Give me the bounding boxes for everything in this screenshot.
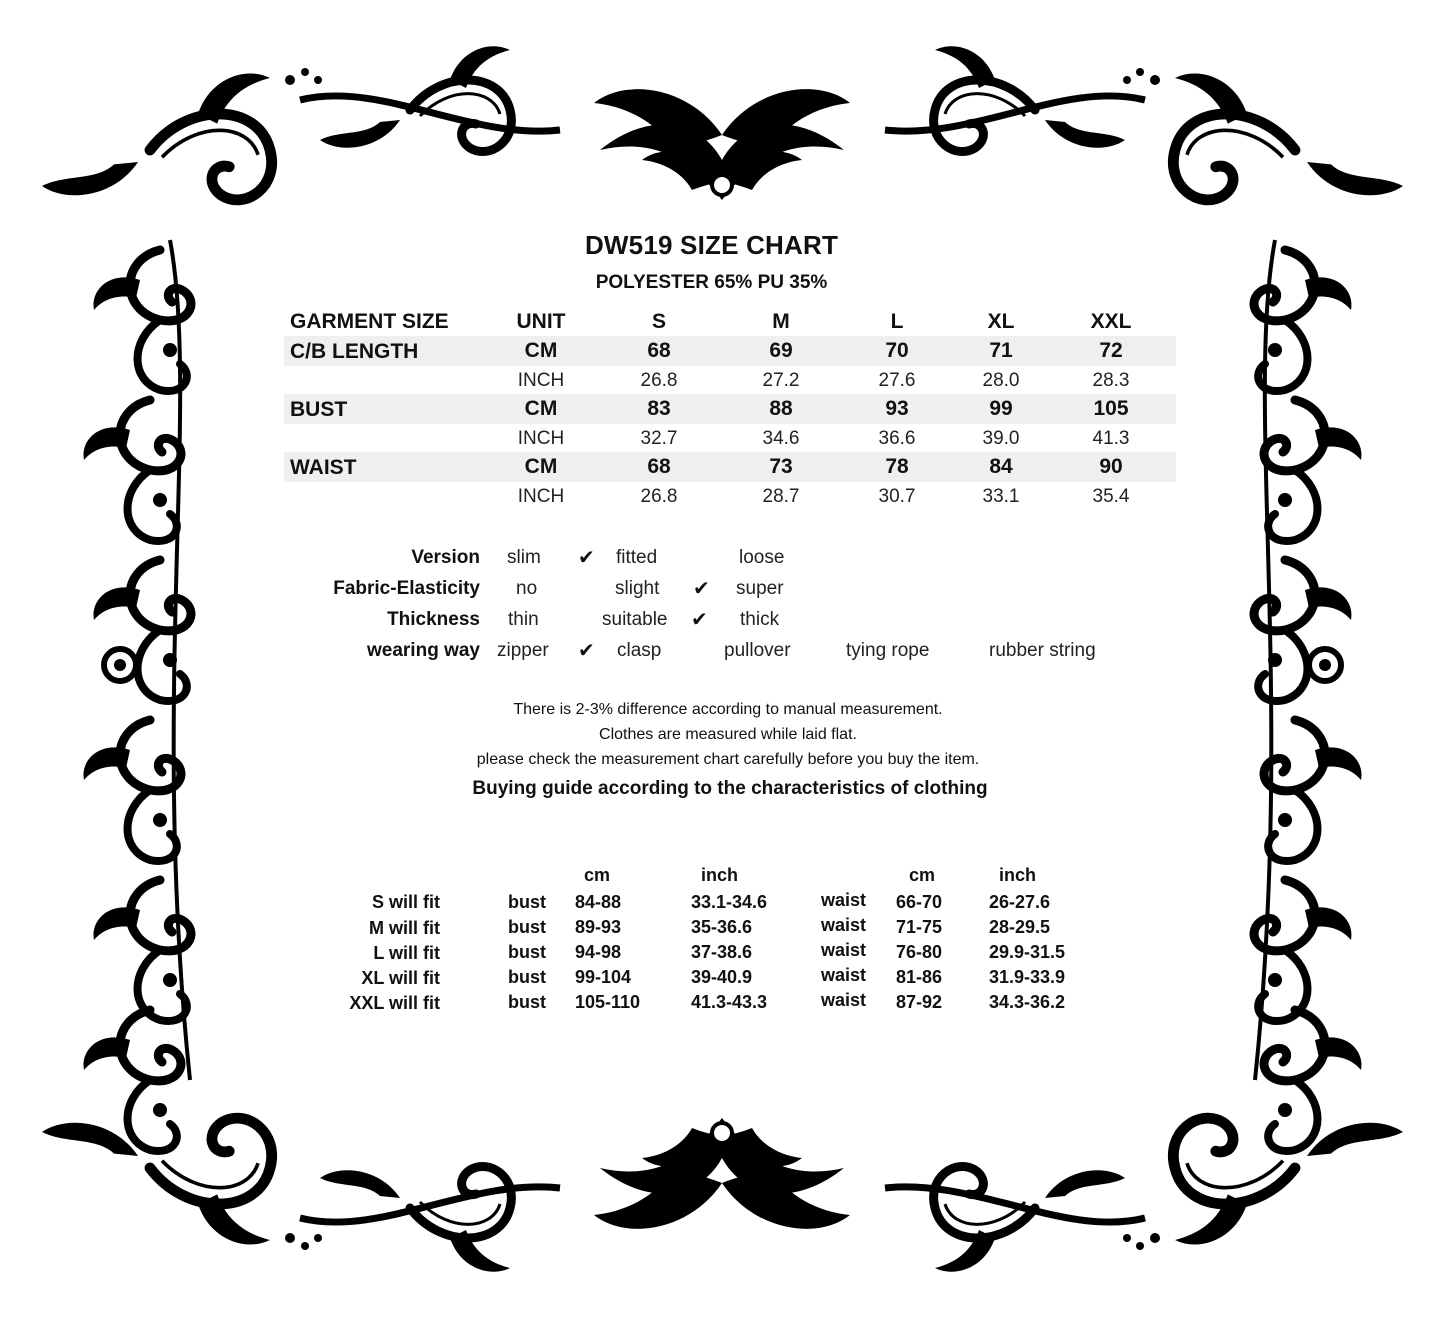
fit-cell: bust xyxy=(508,892,546,912)
cell-value: 32.7 xyxy=(640,428,678,449)
attr-option: suitable xyxy=(602,609,668,630)
cell-value: 39.0 xyxy=(982,428,1020,449)
cell-value: 68 xyxy=(647,339,671,362)
fit-cell: waist xyxy=(821,940,867,960)
cell-value: 88 xyxy=(769,397,793,420)
fit-cell: 29.9-31.5 xyxy=(989,942,1066,962)
attr-option: thin xyxy=(508,609,539,630)
cell-value: 71 xyxy=(989,339,1013,362)
fit-cell: 87-92 xyxy=(896,992,943,1012)
fit-cell: 31.9-33.9 xyxy=(989,967,1066,987)
fit-cell: 76-80 xyxy=(896,942,943,962)
attr-option: pullover xyxy=(724,640,791,661)
cell-value: 105 xyxy=(1093,397,1129,420)
check-icon: ✔ xyxy=(691,609,708,631)
cell-value: 27.6 xyxy=(878,370,916,391)
fit-label: XL will fit xyxy=(361,968,440,988)
buying-guide-title: Buying guide according to the characteristics of clothing xyxy=(472,778,988,799)
header-size-m: M xyxy=(772,310,790,333)
cell-value: 99 xyxy=(989,397,1013,420)
fit-cell: 99-104 xyxy=(575,967,632,987)
row-label-length: C/B LENGTH xyxy=(290,340,419,363)
cell-value: 93 xyxy=(885,397,909,420)
fit-header-waist-inch: inch xyxy=(999,865,1037,885)
cell-value: 36.6 xyxy=(878,428,916,449)
fit-cell: 41.3-43.3 xyxy=(691,992,768,1012)
header-unit: UNIT xyxy=(516,310,566,333)
cell-value: 27.2 xyxy=(762,370,800,391)
fit-cell: waist xyxy=(821,990,867,1010)
fit-cell: 105-110 xyxy=(575,992,641,1012)
attr-option: super xyxy=(736,578,784,599)
attr-option: fitted xyxy=(616,547,658,568)
material-subtitle: POLYESTER 65% PU 35% xyxy=(595,272,828,293)
cell-value: 83 xyxy=(647,397,671,420)
fit-cell: 37-38.6 xyxy=(691,942,753,962)
cell-value: 26.8 xyxy=(640,370,678,391)
row-label-waist: WAIST xyxy=(290,456,357,479)
fit-cell: 94-98 xyxy=(575,942,622,962)
cell-value: 78 xyxy=(885,455,909,478)
cell-value: 70 xyxy=(885,339,909,362)
fit-cell: waist xyxy=(821,915,867,935)
note-laid-flat: Clothes are measured while laid flat. xyxy=(599,726,857,743)
cell-value: 84 xyxy=(989,455,1013,478)
check-icon: ✔ xyxy=(693,578,710,600)
fit-cell: bust xyxy=(508,967,546,987)
cell-unit: INCH xyxy=(517,428,565,449)
fit-header-bust-inch: inch xyxy=(701,865,739,885)
cell-value: 41.3 xyxy=(1092,428,1130,449)
page-title: DW519 SIZE CHART xyxy=(584,230,839,260)
fit-cell: 26-27.6 xyxy=(989,892,1051,912)
fit-cell: 71-75 xyxy=(896,917,943,937)
header-garment-size: GARMENT SIZE xyxy=(290,310,449,333)
fit-cell: 28-29.5 xyxy=(989,917,1051,937)
fit-header-waist-cm: cm xyxy=(909,865,936,885)
attr-option: rubber string xyxy=(989,640,1096,661)
fit-cell: bust xyxy=(508,942,546,962)
cell-unit: CM xyxy=(524,455,558,478)
attr-option: thick xyxy=(740,609,780,630)
cell-value: 72 xyxy=(1099,339,1123,362)
attr-option: clasp xyxy=(617,640,662,661)
cell-value: 26.8 xyxy=(640,486,678,507)
cell-unit: CM xyxy=(524,397,558,420)
cell-value: 34.6 xyxy=(762,428,800,449)
cell-value: 90 xyxy=(1099,455,1123,478)
fit-cell: 35-36.6 xyxy=(691,917,753,937)
cell-value: 28.3 xyxy=(1092,370,1130,391)
header-size-xl: XL xyxy=(987,310,1015,333)
fit-cell: waist xyxy=(821,890,867,910)
fit-label: L will fit xyxy=(373,943,440,963)
check-icon: ✔ xyxy=(578,640,595,662)
note-check-chart: please check the measurement chart carefully before you buy the item. xyxy=(476,751,980,768)
fit-cell: 81-86 xyxy=(896,967,943,987)
cell-unit: INCH xyxy=(517,486,565,507)
fit-cell: waist xyxy=(821,965,867,985)
attr-option: zipper xyxy=(497,640,549,661)
cell-value: 73 xyxy=(769,455,793,478)
attr-option: no xyxy=(516,578,538,599)
cell-value: 69 xyxy=(769,339,793,362)
header-size-l: L xyxy=(890,310,904,333)
check-icon: ✔ xyxy=(578,547,595,569)
header-size-s: S xyxy=(651,310,666,333)
fit-cell: 39-40.9 xyxy=(691,967,753,987)
attr-label-elasticity: Fabric-Elasticity xyxy=(333,578,480,599)
fit-label: S will fit xyxy=(371,892,440,912)
attr-option: tying rope xyxy=(846,640,930,661)
attr-label-version: Version xyxy=(411,547,480,568)
cell-value: 28.7 xyxy=(762,486,800,507)
cell-value: 33.1 xyxy=(982,486,1020,507)
cell-unit: INCH xyxy=(517,370,565,391)
cell-value: 68 xyxy=(647,455,671,478)
fit-header-bust-cm: cm xyxy=(584,865,611,885)
fit-label: XXL will fit xyxy=(349,993,440,1013)
note-difference: There is 2-3% difference according to manual measurement. xyxy=(513,701,943,718)
cell-value: 30.7 xyxy=(878,486,916,507)
fit-cell: bust xyxy=(508,992,546,1012)
cell-unit: CM xyxy=(524,339,558,362)
fit-cell: 84-88 xyxy=(575,892,622,912)
attr-option: slim xyxy=(507,547,541,568)
fit-cell: 89-93 xyxy=(575,917,622,937)
attr-label-wearing-way: wearing way xyxy=(367,640,480,661)
attr-label-thickness: Thickness xyxy=(387,609,480,630)
fit-cell: 33.1-34.6 xyxy=(691,892,768,912)
header-size-xxl: XXL xyxy=(1090,310,1132,333)
attr-option: slight xyxy=(615,578,660,599)
fit-label: M will fit xyxy=(369,918,440,938)
cell-value: 28.0 xyxy=(982,370,1020,391)
row-label-bust: BUST xyxy=(290,398,348,421)
fit-cell: 66-70 xyxy=(896,892,943,912)
attr-option: loose xyxy=(739,547,785,568)
fit-cell: bust xyxy=(508,917,546,937)
cell-value: 35.4 xyxy=(1092,486,1130,507)
fit-cell: 34.3-36.2 xyxy=(989,992,1066,1012)
